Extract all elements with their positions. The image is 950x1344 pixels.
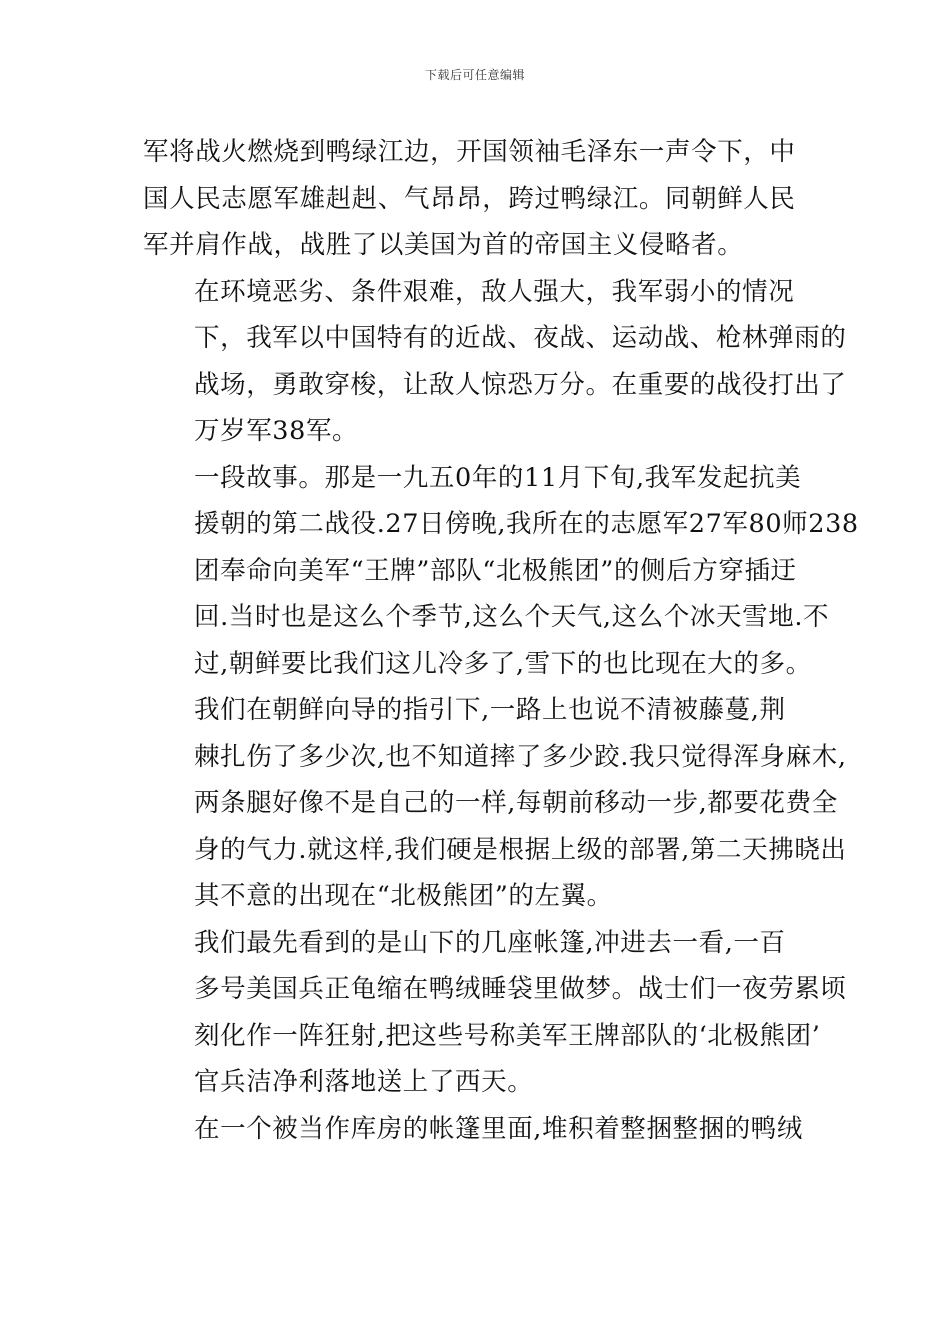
text-line: 在一个被当作库房的帐篷里面,堆积着整捆整捆的鸭绒 [194,1113,804,1144]
paragraph [143,687,847,920]
document-body [143,129,859,1152]
text-line: 万岁军38军。 [194,416,359,446]
text-line: 官兵洁净利落地送上了西天。 [194,1067,534,1097]
paragraph [143,920,847,1106]
text-line: 国人民志愿军雄赳赳、气昂昂，跨过鸭绿江。同朝鲜人民 [143,183,796,214]
text-line: 援朝的第二战役.27日傍晚,我所在的志愿军27军80师238 [194,509,859,539]
text-line: 其不意的出现在“北极熊团”的左翼。 [194,881,613,911]
text-line: 军并肩作战，战胜了以美国为首的帝国主义侵略者。 [143,230,744,260]
text-line: 两条腿好像不是自己的一样,每朝前移动一步,都要花费全 [194,788,838,818]
page-header: 下载后可任意编辑 [424,68,525,82]
text-line: 在环境恶劣、条件艰难，敌人强大，我军弱小的情况 [194,276,795,307]
text-line: 刻化作一阵狂射,把这些号称美军王牌部队的‘北极熊团’ [194,1020,821,1051]
text-line: 一段故事。那是一九五0年的11月下旬,我军发起抗美 [194,462,802,493]
text-line: 战场，勇敢穿梭，让敌人惊恐万分。在重要的战役打出了 [194,369,847,400]
text-line: 团奉命向美军“王牌”部队“北极熊团”的侧后方穿插迂 [194,555,797,586]
text-line: 多号美国兵正龟缩在鸭绒睡袋里做梦。战士们一夜劳累顷 [194,974,847,1004]
text-line: 回.当时也是这么个季节,这么个天气,这么个冰天雪地.不 [194,602,830,632]
text-line: 我们最先看到的是山下的几座帐篷,冲进去一看,一百 [194,927,786,958]
text-line: 军将战火燃烧到鸭绿江边，开国领袖毛泽东一声令下，中 [143,137,796,167]
paragraph [143,1106,808,1153]
paragraph [143,269,847,455]
paragraph [143,455,859,688]
text-line: 身的气力.就这样,我们硬是根据上级的部署,第二天拂晓出 [194,834,847,865]
paragraph [143,129,808,269]
text-line: 下，我军以中国特有的近战、夜战、运动战、枪林弹雨的 [194,323,847,353]
text-line: 棘扎伤了多少次,也不知道摔了多少跤.我只觉得浑身麻木, [194,741,847,772]
text-line: 我们在朝鲜向导的指引下,一路上也说不清被藤蔓,荆 [194,695,786,725]
text-line: 过,朝鲜要比我们这儿冷多了,雪下的也比现在大的多。 [194,648,812,679]
